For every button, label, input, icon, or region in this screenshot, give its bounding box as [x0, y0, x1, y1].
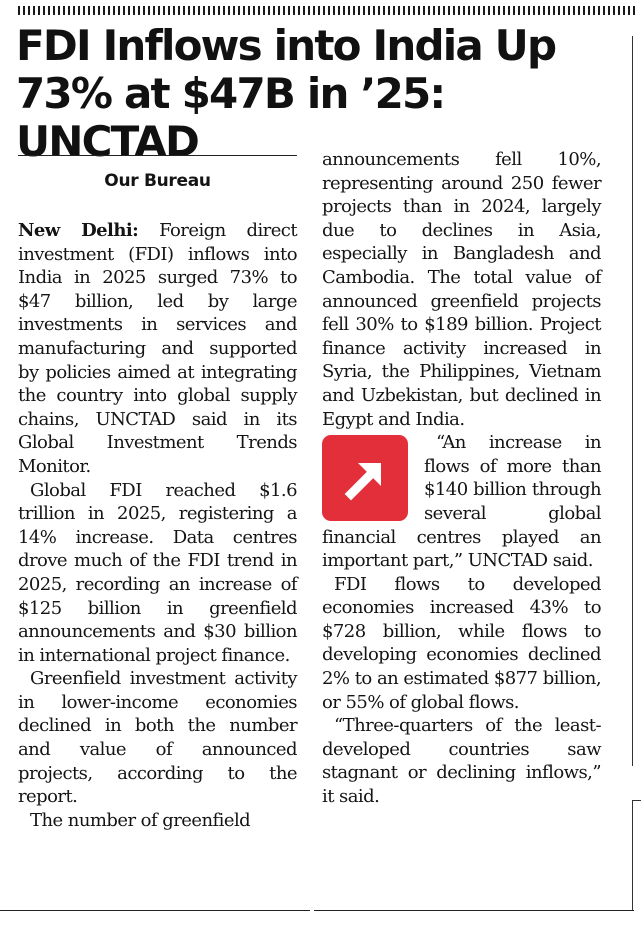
arrow-up-right-icon	[322, 435, 408, 521]
top-dotted-rule	[18, 6, 635, 15]
dateline: New Delhi:	[18, 220, 139, 241]
paragraph: Global FDI reached $1.6 trillion in 2025, registering a 14% increase. Data centres drove much of the FDI trend in 2025, recording an increase of $125 billion in greenfield announcements and $30 billion in international project finance.	[18, 479, 297, 666]
paragraph-quote: “An increase in flows of more than $140 billion through several global financial centres played an important part,” UNCTAD said.	[322, 432, 601, 572]
article-column-1	[18, 219, 297, 832]
bottom-rule	[314, 910, 634, 911]
column-border	[632, 36, 633, 766]
bottom-rule	[0, 910, 310, 911]
byline-divider	[18, 155, 297, 156]
article-column-2	[322, 148, 601, 809]
paragraph-continued: announcements fell 10%, representing around 250 fewer projects than in 2024, largely due to declines in Asia, especially in Bangladesh and Cambodia. The total value of announced greenfield projects fell 30% to $189 billion. Project finance activity increased in Syria, the Philippines, Vietnam and Uzbekistan, but declined in Egypt and India.	[322, 149, 601, 430]
column-border-bracket	[632, 800, 641, 911]
headline: FDI Inflows into India Up 73% at $47B in ’25: UNCTAD	[16, 21, 556, 166]
paragraph: The number of greenfield	[30, 809, 251, 831]
paragraph-quote: “Three-quarters of the least-developed countries saw stagnant or declining inflows,” it said.	[322, 715, 601, 808]
lead-text: Foreign direct investment (FDI) inflows into India in 2025 surged 73% to $47 billion, led by large investments in services and manufacturing and supported by policies aimed at integrating the country into global supply chains, UNCTAD said in its Global Investment Trends Monitor.	[18, 220, 298, 477]
paragraph: Greenfield investment activity in lower-income economies declined in both the number and value of announced projects, according to the report.	[18, 668, 297, 808]
paragraph-lead	[18, 219, 297, 479]
paragraph: FDI flows to developed economies increased 43% to $728 billion, while flows to developing economies declined 2% to an estimated $877 billion, or 55% of global flows.	[322, 573, 601, 713]
byline: Our Bureau	[104, 171, 211, 191]
